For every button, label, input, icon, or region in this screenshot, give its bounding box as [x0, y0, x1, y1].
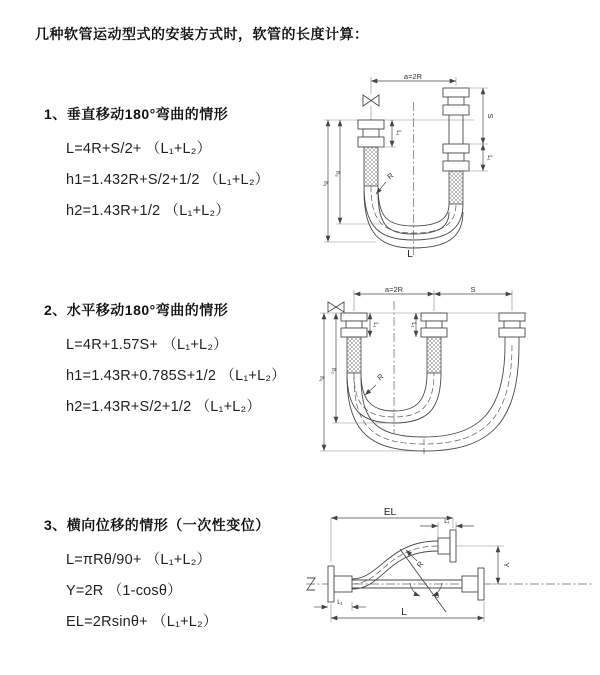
right-pipe-assembly [443, 88, 469, 204]
dim-label-l1-left: L₁ [395, 130, 402, 136]
diagram-2-svg [312, 287, 597, 459]
dim-label-h1: h₁ [322, 181, 329, 187]
dim-label-h2: h₂ [334, 171, 341, 177]
dim-label-a2r: a=2R [403, 74, 423, 81]
displaced-flange-assembly [438, 530, 504, 562]
braided-hose-section [427, 337, 441, 373]
dim-label-r: R [414, 559, 426, 570]
dim-label-h1: h₁ [318, 376, 325, 382]
formula-line: L=πRθ/90+ （L₁+L₂） [66, 552, 212, 568]
dim-label-l1-top: L₁ [444, 518, 450, 525]
diagram-3-svg [300, 506, 600, 651]
formula-line: h2=1.43R+S/2+1/2 （L₁+L₂） [66, 399, 262, 415]
formula-line: L=4R+S/2+ （L₁+L₂） [66, 141, 212, 157]
formula-line: h2=1.43R+1/2 （L₁+L₂） [66, 203, 231, 219]
diagram-1-svg [314, 74, 549, 260]
section-2-heading: 2、水平移动180°弯曲的情形 [44, 302, 229, 318]
section-1-formulas [44, 132, 269, 225]
formula-line: L=4R+1.57S+ （L₁+L₂） [66, 337, 228, 353]
formula-line: EL=2Rsinθ+ （L₁+L₂） [66, 614, 218, 630]
formula-line: Y=2R （1-cosθ） [66, 583, 182, 599]
dim-label-r: R [385, 170, 396, 182]
left-flange-assembly [328, 566, 352, 602]
left-pipe-assembly [358, 120, 384, 186]
diagram-vertical-180-bend [314, 74, 549, 260]
section-3-heading: 3、横向位移的情形（一次性变位） [44, 517, 270, 533]
section-2-formulas [44, 328, 286, 421]
braided-hose-section [449, 171, 463, 204]
right-pipe-assembly [499, 313, 525, 345]
section-2 [44, 300, 286, 421]
braided-hose-section [347, 337, 361, 373]
dim-label-l: L [407, 249, 413, 260]
valve-icon [328, 302, 344, 312]
dim-label-s: S [486, 113, 495, 119]
valve-icon [363, 95, 379, 120]
formula-line: h1=1.43R+0.785S+1/2 （L₁+L₂） [66, 368, 286, 384]
dim-label-l: L [401, 607, 407, 618]
section-1 [44, 104, 269, 225]
diagram-lateral-displacement [300, 506, 600, 651]
dim-label-y: Y [502, 562, 511, 568]
dim-label-l1-left: L₁ [337, 599, 343, 606]
s-curve-hose [352, 541, 438, 589]
dim-label-theta: θ [434, 591, 440, 600]
dim-label-el: EL [383, 507, 397, 518]
middle-pipe-assembly [421, 313, 447, 373]
section-3-formulas [44, 543, 270, 636]
diagram-horizontal-180-bend [312, 287, 597, 459]
section-3 [44, 515, 270, 636]
radius-construction-line [400, 549, 446, 612]
dim-label-l1-right: L₁ [486, 155, 493, 161]
left-pipe-assembly [341, 313, 367, 373]
dim-label-l1-left: L₁ [372, 322, 379, 328]
dim-label-h2: h₂ [330, 368, 337, 374]
dim-label-l1-mid: L₁ [410, 322, 417, 328]
page-title: 几种软管运动型式的安装方式时，软管的长度计算： [35, 26, 369, 42]
dimension-lines [314, 507, 511, 622]
dim-label-r: R [375, 371, 386, 383]
dim-label-a2r: a=2R [384, 287, 404, 294]
dim-label-s: S [470, 287, 476, 294]
braided-hose-section [364, 147, 378, 186]
section-1-heading: 1、垂直移动180°弯曲的情形 [44, 106, 229, 122]
formula-line: h1=1.432R+S/2+1/2 （L₁+L₂） [66, 172, 270, 188]
